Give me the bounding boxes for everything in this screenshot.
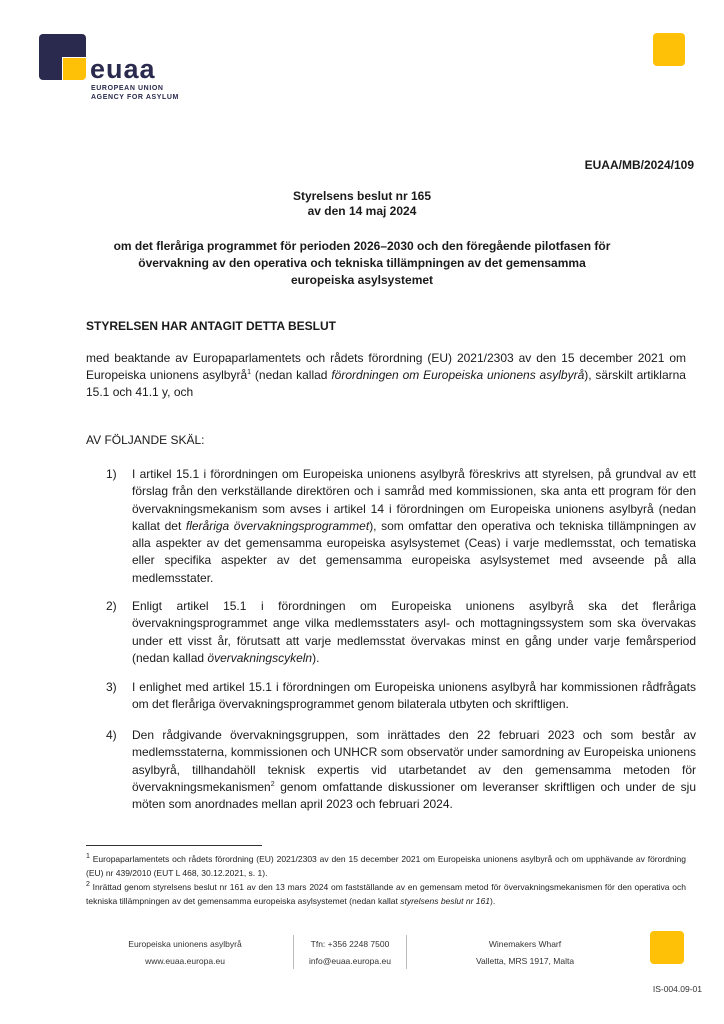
logo-subtitle-line2: AGENCY FOR ASYLUM [91,94,179,101]
recital-defined-term: fleråriga övervakningsprogrammet [185,518,370,533]
recital-text-part: I artikel 15.1 i förordningen om Europeiska unionens asylbyrå föreskrivs att styrelsen, på grundval av ett förslag från den verkställande direktören och i samråd med kommissionen, ska anta ett program för den övervakningsmekanism som avses i artikel 14 i förordningen om Europeiska unionens asylbyrå (nedan kallat det [132,467,696,533]
logo-subtitle [91,84,179,102]
footnote-number: 2 [86,881,90,889]
document-id: IS-004.09-01 [652,984,702,994]
preamble-defined-term: förordningen om Europeiska unionens asylbyrå [331,368,585,382]
recital-defined-term: övervakningscykeln [207,650,313,665]
recital-text [132,598,696,667]
footer-agency [100,936,270,970]
preamble-text: med beaktande av Europaparlamentets och rådets förordning (EU) 2021/2303 av den 15 december 2021 om Europeiska unionens asylbyrå [86,351,686,382]
footer-contact [298,936,402,970]
footnote-number: 1 [86,853,90,861]
preamble-text: (nedan kallad [251,368,332,382]
footnote-defined-term: styrelsens beslut nr 161 [400,896,490,906]
footer-website-link[interactable]: www.euaa.europa.eu [145,956,225,966]
footer-phone: Tfn: +356 2248 7500 [310,939,390,949]
recital-4 [106,727,696,813]
footnote-text: Inrättad genom styrelsens beslut nr 161 av den 13 mars 2024 om fastställande av en gemensam metod för övervakningsmekanismen för den operativa och tekniska tillämpningen av det gemensamma europeiska asylsystemet (nedan kallat [86,882,686,906]
footer-agency-name: Europeiska unionens asylbyrå [128,939,242,949]
footnote-text: Europaparlamentets och rådets förordning (EU) 2021/2303 av den 15 december 2021 om Europeiska unionens asylbyrå och om upphävande av förordning (EU) nr 439/2010 (EUT L 468, 30.12.2021, s. 1). [86,854,686,878]
footnote-2 [86,880,686,908]
recital-number: 3) [106,680,117,694]
footnote-1 [86,852,686,880]
footnote-ref-2[interactable]: 2 [270,780,275,788]
footer-divider [293,935,294,969]
recital-text-part: ). [312,650,320,665]
recital-text [132,727,696,813]
footnote-ref-1[interactable]: 1 [247,369,252,376]
recital-text-part: genom omfattande diskussioner om leveranser skriftligen och under de sju möten som anordnades mellan april 2023 och februari 2024. [132,779,696,812]
footnote-text: ). [489,896,496,906]
corner-decoration-bottom [650,931,684,964]
recital-number: 4) [106,728,117,742]
recital-text-part: Den rådgivande övervakningsgruppen, som inrättades den 22 februari 2023 och som består av medlemsstaterna, kommissionen och UNHCR som observatör under samordning av Europeiska unionens asylbyrå, tillhandahöll teknisk expertis vid utarbetandet av den gemensamma metoden för övervakningsmekanismen [132,728,696,794]
recital-text-part: Enligt artikel 15.1 i förordningen om Europeiska unionens asylbyrå ska det fleråriga övervakningsprogrammet ange vilka medlemsstaters asyl- och mottagningssystem som ska övervakas under ett visst år, förutsatt att varje medlemsstat övervakas minst en gång under varje femårsperiod (nedan kallad [132,599,696,665]
recital-2 [106,598,696,667]
recital-3 [106,679,696,714]
footer-address-line2: Valletta, MRS 1917, Malta [475,956,575,966]
footer-divider [406,935,407,969]
logo-subtitle-line1: EUROPEAN UNION [91,85,164,92]
logo-mark-yellow [63,58,86,80]
preamble-text: ), särskilt artiklarna 15.1 och 41.1 y, och [86,368,686,399]
recital-1 [106,466,696,587]
footnote-separator [86,845,262,846]
corner-decoration-top [653,33,685,66]
decision-title [0,189,724,219]
footer-address-line1: Winemakers Wharf [488,939,562,949]
decision-number: Styrelsens beslut nr 165 [292,189,432,203]
recital-text [132,466,696,587]
decision-subject: om det fleråriga programmet för perioden 2026–2030 och den föregående pilotfasen för övervakning av den operativa och tekniska tillämpningen av det gemensamma europeiska asylsystemet [113,239,611,287]
document-reference: EUAA/MB/2024/109 [584,158,694,172]
footer-email-link[interactable]: info@euaa.europa.eu [309,956,391,966]
decision-date: av den 14 maj 2024 [307,204,417,218]
preamble [86,350,686,401]
footnotes [86,852,686,908]
recital-text: I enlighet med artikel 15.1 i förordningen om Europeiska unionens asylbyrå har kommissionen rådfrågats om det fleråriga övervakningsprogrammet genom bilaterala utbyten och skriftligen. [132,680,696,712]
adopted-heading: STYRELSEN HAR ANTAGIT DETTA BESLUT [86,319,336,333]
recital-text-part: ), som omfattar den operativa och tekniska tillämpningen av alla aspekter av det gemensamma europeiska asylsystemet (Ceas) i varje medlemsstat, och tematiska eller specifika aspekter av det gemensamma europeiska asylsystemet med avseende på alla medlemsstater. [132,518,696,585]
reasons-heading: AV FÖLJANDE SKÄL: [86,433,205,447]
footer-address [440,936,610,970]
recital-number: 1) [106,467,117,481]
recital-number: 2) [106,599,117,613]
logo-wordmark: euaa [90,54,156,84]
